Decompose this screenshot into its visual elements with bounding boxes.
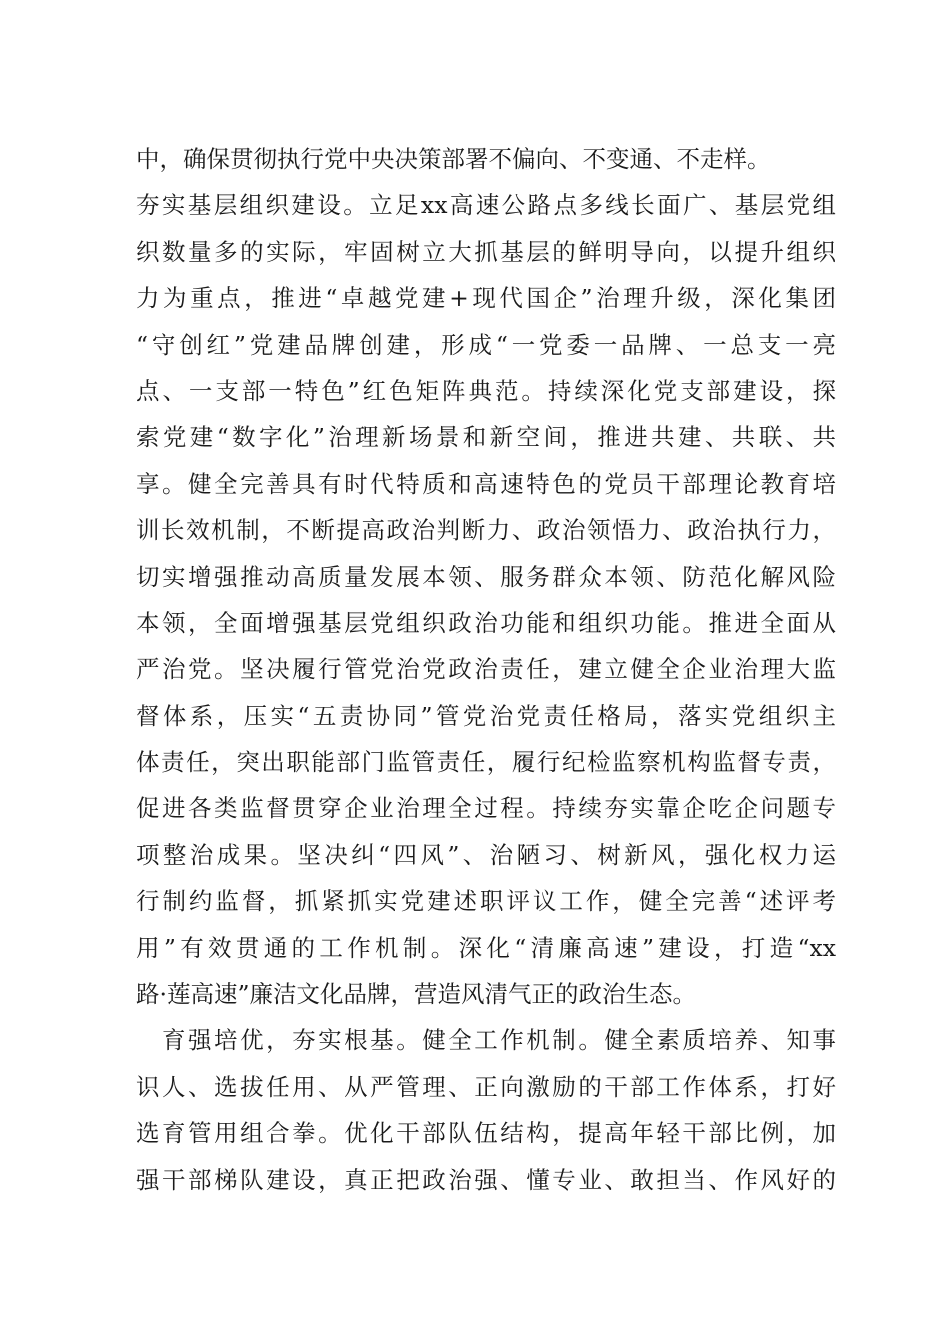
body-text [136, 136, 836, 1203]
text-line: 点、一支部一特色”红色矩阵典范。持续深化党支部建设，探 [136, 376, 836, 405]
text-line: 强干部梯队建设，真正把政治强、懂专业、敢担当、作风好的 [136, 1165, 836, 1194]
text-line: 用”有效贯通的工作机制。深化“清廉高速”建设，打造“xx [136, 933, 836, 962]
text-line: 促进各类监督贯穿企业治理全过程。持续夯实靠企吃企问题专 [136, 794, 836, 823]
text-line: 项整治成果。坚决纠“四风”、治陋习、树新风，强化权力运 [136, 840, 836, 869]
text-line: 体责任，突出职能部门监管责任，履行纪检监察机构监督专责， [136, 748, 836, 777]
text-line: 本领，全面增强基层党组织政治功能和组织功能。推进全面从 [136, 608, 836, 637]
text-line: 行制约监督，抓紧抓实党建述职评议工作，健全完善“述评考 [136, 887, 836, 916]
text-line: 夯实基层组织建设。立足xx高速公路点多线长面广、基层党组 [136, 191, 836, 220]
text-line: 督体系，压实“五责协同”管党治党责任格局，落实党组织主 [136, 701, 836, 730]
text-line: 织数量多的实际，牢固树立大抓基层的鲜明导向，以提升组织 [136, 237, 836, 266]
text-line: “守创红”党建品牌创建，形成“一党委一品牌、一总支一亮 [136, 330, 836, 359]
text-line: 切实增强推动高质量发展本领、服务群众本领、防范化解风险 [136, 562, 836, 591]
text-line: 力为重点，推进“卓越党建+现代国企”治理升级，深化集团 [136, 284, 836, 313]
text-line: 识人、选拔任用、从严管理、正向激励的干部工作体系，打好 [136, 1072, 836, 1101]
text-line: 路·莲高速”廉洁文化品牌，营造风清气正的政治生态。 [136, 980, 696, 1009]
text-line: 享。健全完善具有时代特质和高速特色的党员干部理论教育培 [136, 469, 836, 498]
text-line: 育强培优，夯实根基。健全工作机制。健全素质培养、知事 [136, 1026, 836, 1055]
text-line: 严治党。坚决履行管党治党政治责任，建立健全企业治理大监 [136, 655, 836, 684]
text-line: 选育管用组合拳。优化干部队伍结构，提高年轻干部比例，加 [136, 1119, 836, 1148]
text-line: 训长效机制，不断提高政治判断力、政治领悟力、政治执行力， [136, 516, 836, 545]
text-line: 中，确保贯彻执行党中央决策部署不偏向、不变通、不走样。 [136, 145, 771, 173]
text-line: 索党建“数字化”治理新场景和新空间，推进共建、共联、共 [136, 423, 836, 452]
